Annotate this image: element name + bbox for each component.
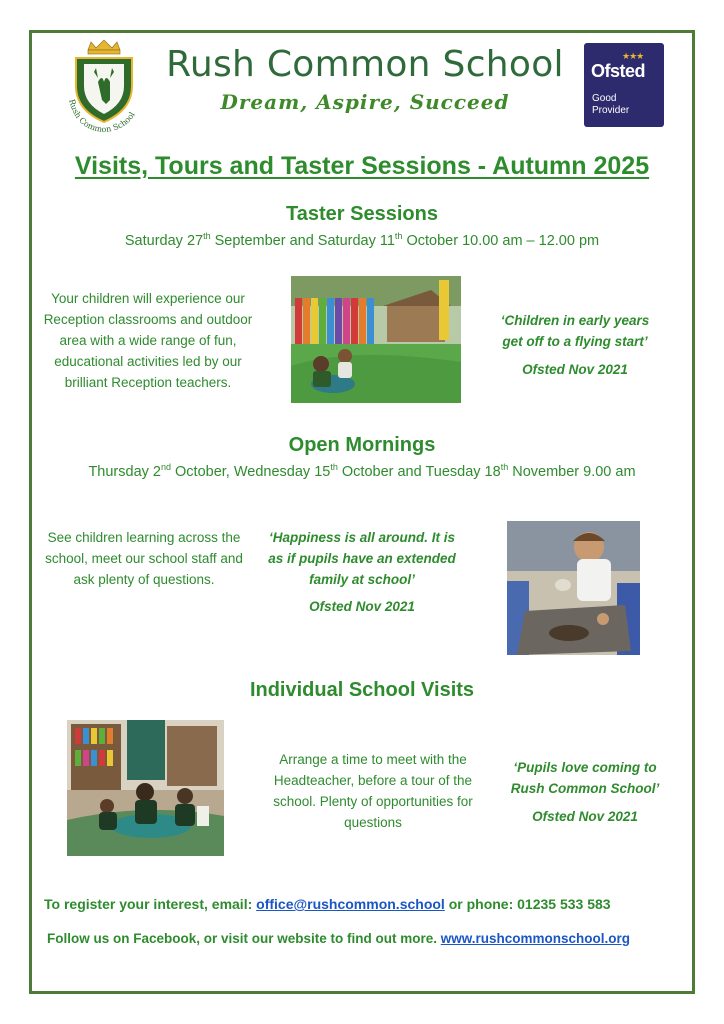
date-text: November 9.00 am	[508, 463, 636, 480]
ofsted-rating	[592, 93, 629, 117]
date-text: October, Wednesday 15	[171, 463, 331, 480]
date-suffix: nd	[160, 462, 171, 472]
taster-quote-source: Ofsted Nov 2021	[522, 362, 628, 377]
star-icon: ★★★	[622, 51, 644, 61]
school-name: Rush Common School	[166, 44, 564, 85]
open-mornings-description: See children learning across the school, meet our school staff and ask plenty of questions.	[45, 530, 243, 587]
individual-visits-quote: ‘Pupils love coming to Rush Common School’	[510, 760, 660, 796]
open-mornings-quote: ‘Happiness is all around. It is as if pupils have an extended family at school’	[268, 530, 456, 587]
taster-dates	[30, 231, 694, 249]
ofsted-rating-line2: Provider	[592, 105, 630, 116]
individual-visits-heading: Individual School Visits	[249, 679, 475, 701]
date-text: Thursday 2	[88, 463, 161, 480]
date-suffix: th	[500, 462, 509, 472]
website-link[interactable]: www.rushcommonschool.org	[440, 931, 631, 946]
crest-lettering: Rush Common School	[67, 98, 137, 134]
email-link[interactable]: office@rushcommon.school	[256, 896, 445, 912]
date-text: October 10.00 am – 12.00 pm	[402, 232, 600, 249]
ofsted-brand: Ofsted	[591, 61, 646, 81]
taster-heading: Taster Sessions	[286, 203, 438, 225]
register-line	[44, 896, 684, 912]
date-suffix: th	[330, 462, 338, 472]
school-crest-logo	[58, 38, 150, 134]
individual-visits-description: Arrange a time to meet with the Headteacher, before a tour of the school. Plenty of opportunities for questions	[273, 752, 473, 830]
school-motto: Dream, Aspire, Succeed	[220, 90, 510, 114]
open-mornings-heading: Open Mornings	[288, 434, 436, 456]
open-mornings-dates	[30, 462, 694, 480]
classroom-activity-photo	[507, 521, 640, 655]
taster-description: Your children will experience our Reception classrooms and outdoor area with a wide range of fun, educational activities led by our brilliant Reception teachers.	[43, 291, 253, 390]
follow-line	[47, 931, 687, 946]
date-text: Saturday 27	[124, 232, 204, 249]
page-title: Visits, Tours and Taster Sessions - Autumn 2025	[74, 152, 650, 180]
follow-text: Follow us on Facebook, or visit our website to find out more.	[47, 931, 441, 946]
register-suffix: or phone: 01235 533 583	[444, 896, 611, 912]
ofsted-badge	[584, 43, 664, 127]
open-mornings-quote-source: Ofsted Nov 2021	[309, 599, 415, 614]
date-suffix: th	[394, 231, 403, 241]
library-photo	[67, 720, 224, 856]
individual-visits-quote-source: Ofsted Nov 2021	[532, 809, 638, 824]
register-prefix: To register your interest, email:	[44, 896, 257, 912]
playground-photo	[291, 276, 461, 403]
taster-quote: ‘Children in early years get off to a flying start’	[500, 313, 650, 349]
date-text: October and Tuesday 18	[337, 463, 501, 480]
date-suffix: th	[203, 231, 211, 241]
ofsted-rating-line1: Good	[592, 93, 617, 104]
date-text: September and Saturday 11	[210, 232, 395, 249]
